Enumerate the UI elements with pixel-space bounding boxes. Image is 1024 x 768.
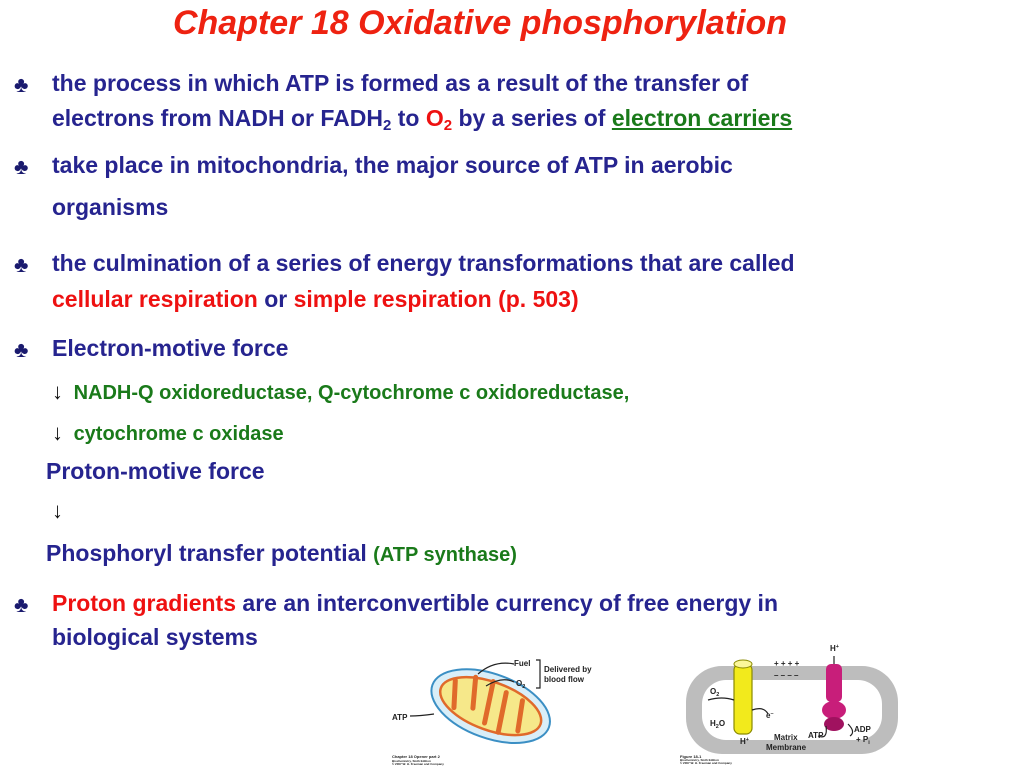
club-bullet-icon: ♣ [14, 592, 29, 617]
enzymes-text-1: NADH-Q oxidoreductase, Q-cytochrome c oxidoreductase, [73, 382, 630, 404]
oxygen-term [425, 105, 453, 134]
fig2-hplus-label-2: H+ [740, 737, 749, 746]
fig2-o2-label: $O_2$ [710, 687, 720, 698]
bullet-1-text-a: electrons from NADH or FADH [52, 105, 383, 131]
proton-gradients-term: Proton gradients [52, 590, 237, 616]
fuel-label: Fuel [514, 659, 531, 668]
down-arrow-icon: ↓ [52, 420, 63, 445]
cellular-respiration-term: cellular respiration [52, 286, 258, 312]
atp-synthase-term: (ATP synthase) [373, 544, 517, 566]
enzymes-line-1 [52, 379, 629, 405]
mitochondrion-icon [421, 655, 559, 758]
phosphoryl-transfer-potential: Phosphoryl transfer potential [46, 540, 374, 566]
fig2-hplus-label: H+ [830, 644, 839, 653]
electron-transport-icon [734, 660, 752, 734]
fig2-atp-label: ATP [808, 731, 824, 740]
phosphoryl-transfer-line [46, 540, 517, 567]
bracket-icon [536, 660, 540, 688]
club-bullet-icon: ♣ [14, 154, 29, 179]
delivered-label-2: blood flow [544, 675, 584, 684]
oxygen-subscript: 2 [443, 117, 453, 134]
water-label: $H_2O$ [710, 719, 726, 730]
arrow-line [52, 497, 68, 524]
enzymes-text-2: cytochrome c oxidase [73, 423, 284, 445]
down-arrow-icon: ↓ [52, 379, 63, 404]
adp-label: ADP [854, 725, 871, 734]
simple-respiration-term: simple respiration (p. 503) [293, 286, 579, 312]
pi-label: + $P_i$ [856, 735, 870, 746]
fig1-caption-1: Chapter 18 Opener part 2 [392, 754, 440, 759]
membrane-label: Membrane [766, 743, 807, 752]
delivered-label-1: Delivered by [544, 665, 592, 674]
club-bullet-icon: ♣ [14, 72, 29, 97]
electron-motive-force: Electron-motive force [52, 335, 289, 361]
fadh-subscript: 2 [382, 117, 392, 134]
bullet-3-line-1: the culmination of a series of energy transformations that are called [52, 250, 795, 276]
club-bullet-icon: ♣ [14, 252, 29, 277]
slide-title: Chapter 18 Oxidative phosphorylation [172, 4, 787, 42]
fig2-caption-1: Figure 18-1 [680, 754, 702, 759]
bullet-1-line-2 [52, 105, 792, 132]
bullet-5-text: are an interconvertible currency of free energy in [236, 590, 778, 616]
electron-label: e– [766, 711, 774, 720]
bullet-3-line-2 [52, 286, 579, 313]
fig2-caption-3: © 2007 W. H. Freeman and Company [680, 761, 732, 765]
plus-row-label: + + + + [774, 659, 800, 668]
atp-arrow-icon [410, 714, 434, 716]
fig1-caption-3: © 2007 W. H. Freeman and Company [392, 762, 444, 766]
oxygen-symbol: O [425, 105, 444, 131]
membrane-figure [678, 640, 904, 766]
enzymes-line-2 [52, 420, 284, 446]
electron-carriers-term: electron carriers [611, 105, 793, 131]
bullet-5-line-2: biological systems [52, 624, 258, 650]
or-text: or [257, 286, 294, 312]
bullet-1-line-1: the process in which ATP is formed as a result of the transfer of [52, 70, 749, 96]
bullet-1-text-c: by a series of [452, 105, 612, 131]
mitochondrion-figure [386, 650, 626, 766]
fig1-o2-label: $O_2$ [516, 679, 526, 690]
fig1-atp-label: ATP [392, 713, 408, 722]
proton-motive-force: Proton-motive force [46, 458, 265, 484]
club-bullet-icon: ♣ [14, 337, 29, 362]
fig1-caption-2: Biochemistry, Sixth Edition [392, 759, 431, 763]
down-arrow-icon: ↓ [52, 498, 63, 523]
bullet-1-text-b: to [391, 105, 426, 131]
minus-row-label: – – – – [774, 671, 799, 680]
matrix-label: Matrix [774, 733, 798, 742]
fig2-caption-2: Biochemistry, Sixth Edition [680, 758, 719, 762]
bullet-5-line-1 [52, 590, 778, 617]
bullet-2-line-2: organisms [52, 194, 169, 220]
bullet-2-line-1: take place in mitochondria, the major source of ATP in aerobic [52, 152, 733, 178]
